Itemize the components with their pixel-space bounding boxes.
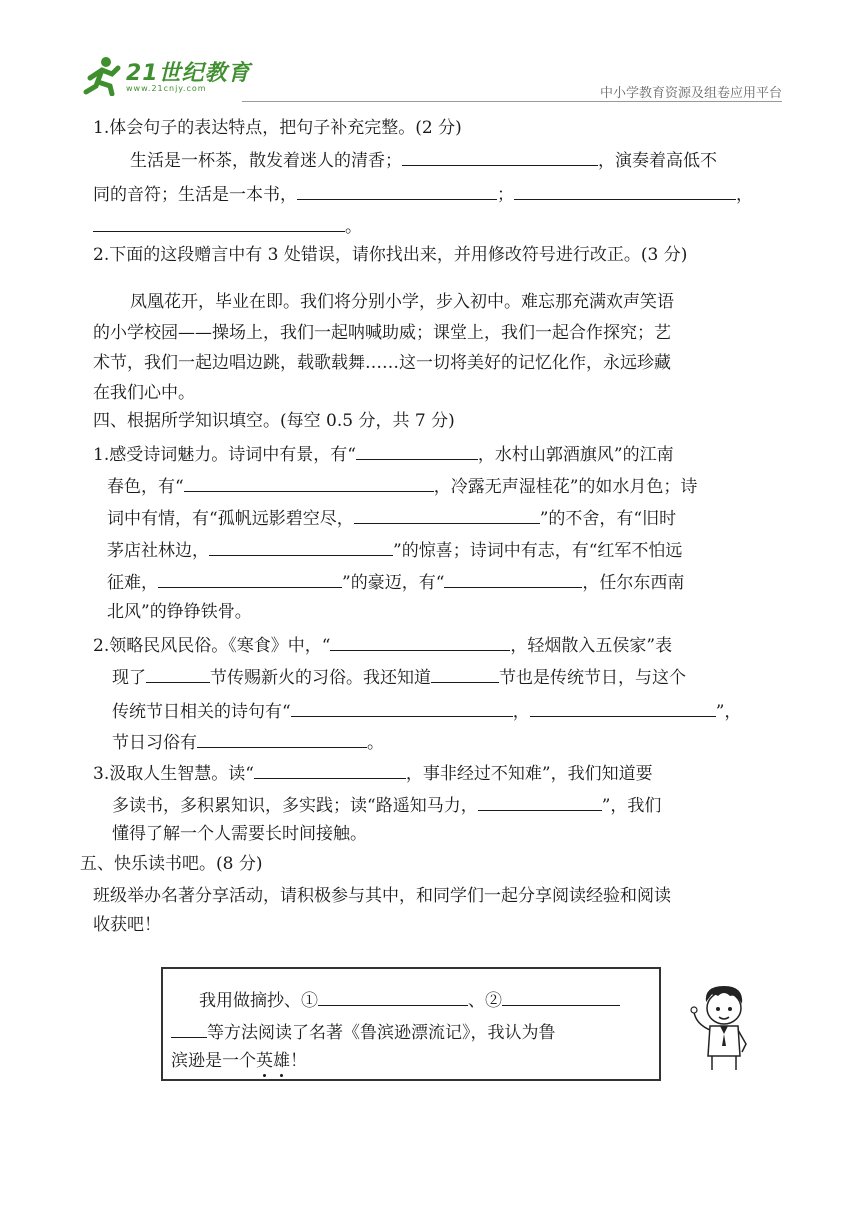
q2-title: 2.下面的这段赠言中有 3 处错误，请你找出来，并用修改符号进行改正。(3 分)	[93, 245, 688, 265]
q1-line2	[93, 181, 753, 207]
logo-url: www.21cnjy.com	[126, 84, 207, 93]
answer-blank[interactable]	[209, 537, 393, 556]
answer-blank[interactable]	[402, 147, 598, 166]
box-text: ！	[290, 1051, 307, 1071]
runner-logo-icon	[82, 56, 126, 96]
section5-title: 五、快乐读书吧。(8 分)	[80, 854, 263, 874]
logo-text: 21世纪教育	[126, 61, 251, 86]
platform-name: 中小学教育资源及组卷应用平台	[599, 86, 782, 101]
s4-text: ，任尔东西南	[582, 573, 685, 593]
s4-text: ”的惊喜；诗词中有志，有“红军不怕远	[393, 541, 683, 561]
s4-text: 3.汲取人生智慧。读“	[93, 764, 254, 784]
s4-text: 传统节日相关的诗句有“	[112, 702, 291, 722]
answer-blank[interactable]	[197, 729, 367, 748]
s4-item2-line	[112, 729, 384, 755]
answer-blank[interactable]	[502, 987, 620, 1006]
answer-box	[161, 967, 661, 1081]
s4-text: 春色，有“	[107, 477, 184, 497]
emphasis-char: 英	[256, 1051, 273, 1071]
box-text: 、②	[468, 991, 502, 1011]
box-text: 我用做摘抄、①	[199, 991, 318, 1011]
logo	[82, 56, 282, 100]
s4-text: ”，我们	[601, 796, 662, 816]
s4-text: ，	[512, 702, 530, 722]
s4-text: 词中有情，有“孤帆远影碧空尽，	[107, 509, 354, 529]
emphasis-char: 雄	[273, 1051, 290, 1071]
answer-blank[interactable]	[254, 760, 406, 779]
s4-text: 茅店社林边，	[107, 541, 209, 561]
box-text: 等方法阅读了名著《鲁滨逊漂流记》，我认为鲁	[207, 1023, 556, 1043]
answer-blank[interactable]	[171, 1019, 207, 1038]
box-line	[171, 1019, 556, 1045]
s4-item2-line	[93, 632, 672, 658]
s4-text: ”，	[715, 702, 742, 722]
s4-text: 节也是传统节日，与这个	[499, 668, 686, 688]
q1-title: 1.体会句子的表达特点，把句子补充完整。(2 分)	[93, 118, 462, 138]
answer-blank[interactable]	[318, 987, 468, 1006]
answer-blank[interactable]	[93, 213, 345, 232]
answer-blank[interactable]	[431, 664, 499, 683]
s4-item1-line	[107, 505, 676, 531]
s4-text: ”的豪迈，有“	[342, 573, 445, 593]
s4-text: 2.领略民风民俗。《寒食》中，“	[93, 636, 331, 656]
answer-blank[interactable]	[297, 181, 497, 200]
answer-blank[interactable]	[146, 664, 210, 683]
s4-text: 1.感受诗词魅力。诗词中有景，有“	[93, 445, 356, 465]
section4-title: 四、根据所学知识填空。(每空 0.5 分，共 7 分)	[93, 411, 455, 431]
s4-text: 节传赐新火的习俗。我还知道	[210, 668, 431, 688]
q1-line3	[93, 213, 362, 239]
answer-blank[interactable]	[354, 505, 540, 524]
s4-text: 。	[367, 733, 384, 753]
s4-item1-line	[107, 569, 684, 595]
q1-line1	[130, 147, 717, 173]
s4-text: 征难，	[107, 573, 158, 593]
s4-text: ，事非经过不知难”，我们知道要	[405, 764, 653, 784]
section5-intro: 班级举办名著分享活动，请积极参与其中，和同学们一起分享阅读经验和阅读	[93, 886, 671, 906]
section5-intro: 收获吧！	[93, 915, 161, 935]
s4-text: ”的不舍，有“旧时	[539, 509, 677, 529]
answer-blank[interactable]	[184, 473, 434, 492]
answer-blank[interactable]	[478, 792, 602, 811]
q2-para-line: 凤凰花开，毕业在即。我们将分别小学，步入初中。难忘那充满欢声笑语	[130, 292, 674, 312]
s4-item1-line: 北风”的铮铮铁骨。	[107, 602, 252, 622]
q2-para-line: 术节，我们一起边唱边跳，载歌载舞……这一切将美好的记忆化作，永远珍藏	[93, 353, 671, 373]
header-divider	[242, 101, 782, 102]
answer-blank[interactable]	[158, 569, 342, 588]
s4-item3-line: 懂得了解一个人需要长时间接触。	[112, 824, 367, 844]
q2-para-line: 的小学校园——操场上，我们一起呐喊助威；课堂上，我们一起合作探究；艺	[93, 323, 671, 343]
s4-item2-line	[112, 664, 686, 690]
q1-text: ；	[497, 185, 514, 205]
s4-item1-line	[107, 473, 697, 499]
q1-text: ，演奏着高低不	[598, 151, 717, 171]
answer-blank[interactable]	[330, 632, 510, 651]
s4-item3-line	[112, 792, 661, 818]
box-line	[171, 1049, 307, 1073]
answer-blank[interactable]	[291, 698, 513, 717]
q1-text: 生活是一杯茶，散发着迷人的清香；	[130, 151, 402, 171]
s4-item1-line	[93, 441, 674, 467]
answer-blank[interactable]	[444, 569, 582, 588]
box-line	[199, 987, 620, 1013]
q1-text: 同的音符；生活是一本书，	[93, 185, 297, 205]
s4-text: 节日习俗有	[112, 733, 197, 753]
q1-text: ，	[736, 185, 753, 205]
q1-text: 。	[345, 217, 362, 237]
boy-illustration	[690, 982, 760, 1072]
s4-item1-line	[107, 537, 682, 563]
s4-text: ，冷露无声湿桂花”的如水月色；诗	[433, 477, 698, 497]
q2-para-line: 在我们心中。	[93, 383, 195, 403]
s4-item2-line	[112, 698, 741, 724]
answer-blank[interactable]	[514, 181, 736, 200]
s4-text: 多读书，多积累知识，多实践；读“路遥知马力，	[112, 796, 478, 816]
box-text: 滨逊是一个	[171, 1051, 256, 1071]
answer-blank[interactable]	[530, 698, 716, 717]
s4-text: ，轻烟散入五侯家”表	[510, 636, 673, 656]
s4-text: 现了	[112, 668, 146, 688]
s4-item3-line	[93, 760, 653, 786]
s4-text: ，水村山郭酒旗风”的江南	[477, 445, 674, 465]
answer-blank[interactable]	[356, 441, 478, 460]
page-header	[82, 52, 782, 104]
